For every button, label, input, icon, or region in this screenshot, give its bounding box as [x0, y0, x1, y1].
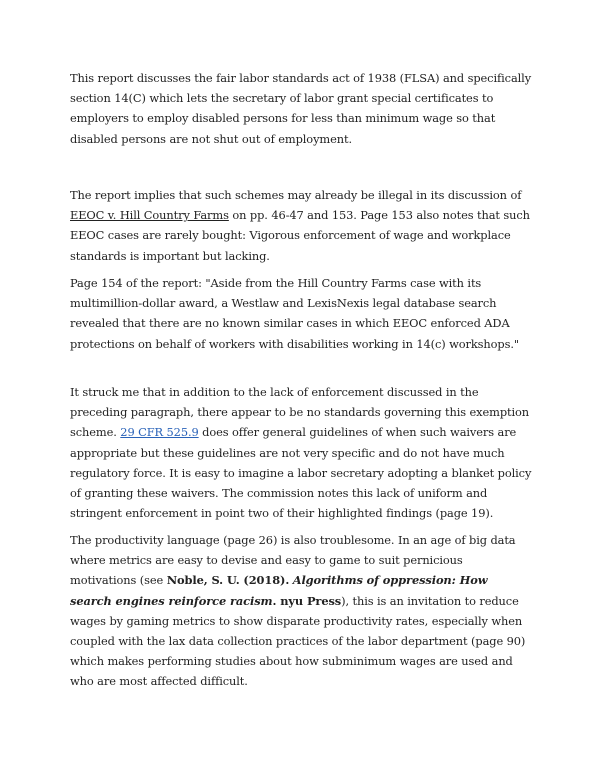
paragraph-text: on pp. 46-47 and 153. Page 153 also notes that such EEOC cases are rarely bought: Vigorous enforcement of wage and workplace standards is important but lacking. — [70, 208, 530, 263]
paragraph-flsa-intro: This report discusses the fair labor standards act of 1938 (FLSA) and specifically section 14(C) which lets the secretary of labor grant special certificates to employers to employ disabled persons for less than minimum wage so that disabled persons are not shut out of employment. — [70, 71, 532, 146]
paragraph-enforcement-standards — [70, 382, 532, 523]
paragraph-text: ), this is an invitation to reduce wages by gaming metrics to show disparate productivity rates, especially when coupled with the lax data collection practices of the labor department (page 90) which makes performing studies about how subminimum wages are used and who are most affected difficult. — [70, 593, 526, 689]
paragraph-text: does offer general guidelines of when such waivers are appropriate but these guidelines are not very specific and do not have much regulatory force. It is easy to imagine a labor secretary adopting a blanket policy of granting these waivers. The commission notes this lack of uniform and stringent enforcement in point two of their highlighted findings (page 19). — [70, 425, 532, 521]
citation-author: Noble, S. U. (2018). — [166, 573, 290, 588]
paragraph-productivity-language — [70, 530, 532, 692]
paragraph-text: The productivity language (page 26) is also troublesome. In an age of big data where metrics are easy to devise and easy to game to suit pernicious motivations (see — [70, 533, 516, 588]
case-name-eeoc-hill-country-farms: EEOC v. Hill Country Farms — [70, 208, 229, 223]
paragraph-eeoc-discussion — [70, 185, 532, 266]
paragraph-text: The report implies that such schemes may already be illegal in its discussion of — [70, 188, 522, 202]
citation-publisher: . nyu Press — [272, 593, 342, 608]
link-29-cfr-525-9[interactable]: 29 CFR 525.9 — [120, 425, 199, 440]
paragraph-page-154-quote: Page 154 of the report: "Aside from the Hill Country Farms case with its multimillion-dollar award, a Westlaw and LexisNexis legal database search revealed that there are no known similar cases in which EEOC enforced ADA protections on behalf of workers with disabilities working in 14(c) workshops." — [70, 276, 519, 351]
citation-book-title: Algorithms of oppression: How search engines reinforce racism — [70, 573, 488, 608]
paragraph-text: It struck me that in addition to the lack of enforcement discussed in the preceding paragraph, there appear to be no standards governing this exemption scheme. — [70, 385, 530, 440]
